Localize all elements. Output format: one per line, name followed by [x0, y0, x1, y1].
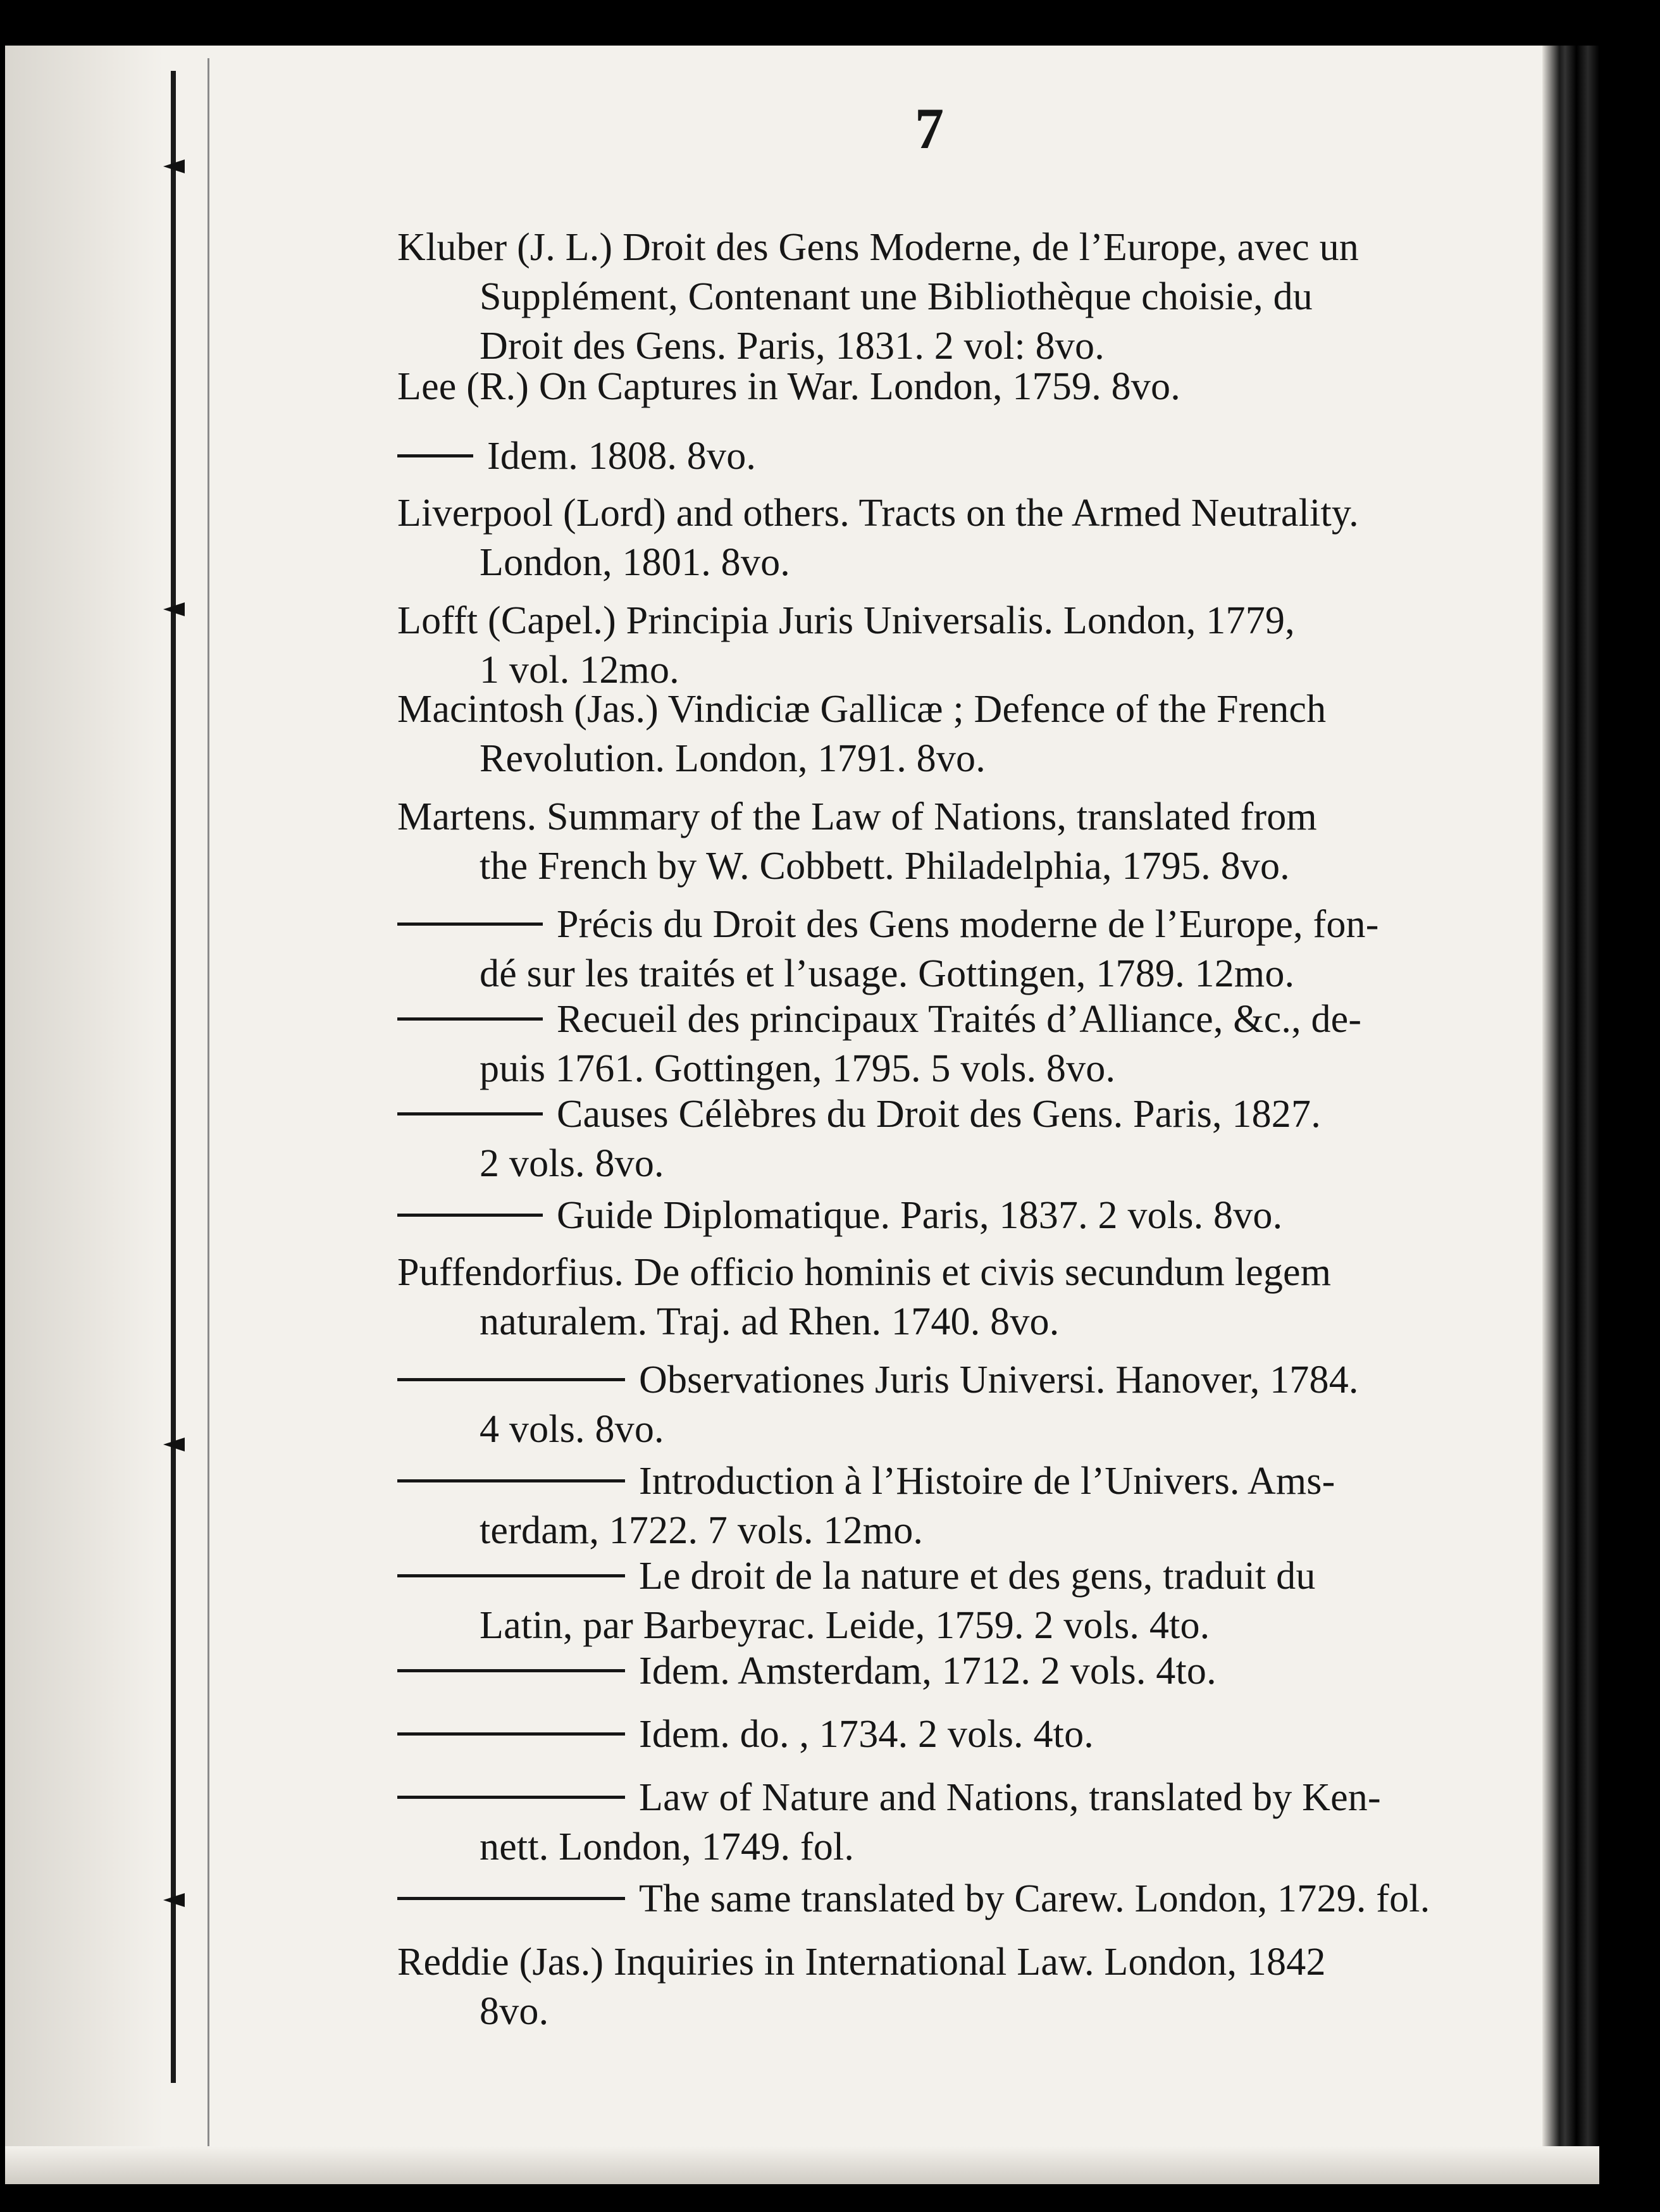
entry-first-line	[397, 1457, 1435, 1506]
ditto-dash	[397, 1796, 625, 1799]
entry-first-line	[397, 685, 1435, 734]
entry-continuation-line	[397, 1822, 1435, 1872]
entry-text: Law of Nature and Nations, translated by Ken-	[639, 1776, 1381, 1819]
entry-first-line	[397, 1646, 1435, 1696]
ditto-dash	[397, 1574, 625, 1577]
entry-continuation-line	[397, 1044, 1435, 1093]
entry-first-line	[397, 792, 1435, 842]
entry-text: Idem. do. , 1734. 2 vols. 4to.	[639, 1713, 1094, 1756]
entry-text: 2 vols. 8vo.	[480, 1142, 664, 1185]
entry-text: terdam, 1722. 7 vols. 12mo.	[480, 1509, 924, 1552]
entry-text: puis 1761. Gottingen, 1795. 5 vols. 8vo.	[480, 1047, 1116, 1090]
entry-text: Puffendorfius. De officio hominis et civis secundum legem	[397, 1251, 1332, 1294]
entry-continuation-line	[397, 1139, 1435, 1188]
entry-continuation-line	[397, 1987, 1435, 2036]
entry-first-line	[397, 900, 1435, 949]
page-content	[5, 46, 1599, 2184]
bibliography-entry	[397, 432, 1435, 481]
entry-text: Introduction à l’Histoire de l’Univers. Ams-	[639, 1460, 1335, 1503]
bibliography-entry	[397, 596, 1435, 695]
ditto-dash	[397, 1479, 625, 1482]
entry-text: The same translated by Carew. London, 1729. fol.	[639, 1877, 1430, 1920]
entry-first-line	[397, 1551, 1435, 1601]
entry-first-line	[397, 432, 1435, 481]
entry-continuation-line	[397, 949, 1435, 998]
entry-first-line	[397, 1090, 1435, 1139]
bibliography-entry	[397, 1710, 1435, 1759]
entry-text: Précis du Droit des Gens moderne de l’Europe, fon-	[557, 903, 1379, 946]
entry-text: Liverpool (Lord) and others. Tracts on the Armed Neutrality.	[397, 492, 1359, 535]
entry-text: Le droit de la nature et des gens, traduit du	[639, 1555, 1316, 1598]
bibliography-entry	[397, 488, 1435, 587]
entry-continuation-line	[397, 1405, 1435, 1454]
entry-text: London, 1801. 8vo.	[480, 541, 790, 584]
entry-first-line	[397, 596, 1435, 645]
entry-continuation-line	[397, 1601, 1435, 1650]
entry-continuation-line	[397, 1506, 1435, 1555]
entry-continuation-line	[397, 538, 1435, 587]
entry-text: Idem. Amsterdam, 1712. 2 vols. 4to.	[639, 1650, 1217, 1693]
bibliography-entry	[397, 995, 1435, 1093]
entry-continuation-line	[397, 734, 1435, 783]
entry-text: Latin, par Barbeyrac. Leide, 1759. 2 vols. 4to.	[480, 1604, 1210, 1647]
entry-first-line	[397, 1874, 1435, 1923]
entry-first-line	[397, 1248, 1435, 1297]
bibliography-entry	[397, 1874, 1435, 1923]
entry-text: Kluber (J. L.) Droit des Gens Moderne, de l’Europe, avec un	[397, 226, 1359, 269]
bibliography-entry	[397, 1773, 1435, 1872]
ditto-dash	[397, 923, 543, 926]
bibliography-entry	[397, 1937, 1435, 2036]
bibliography-entry	[397, 792, 1435, 891]
ditto-dash	[397, 454, 473, 457]
bibliography-entry	[397, 1457, 1435, 1555]
bibliography-entry	[397, 1355, 1435, 1454]
entry-text: 4 vols. 8vo.	[480, 1408, 664, 1451]
entry-text: dé sur les traités et l’usage. Gottingen, 1789. 12mo.	[480, 952, 1295, 995]
book-page	[5, 46, 1599, 2184]
entry-text: Revolution. London, 1791. 8vo.	[480, 737, 986, 780]
bibliography-entry	[397, 362, 1435, 411]
entry-first-line	[397, 995, 1435, 1044]
entry-text: Guide Diplomatique. Paris, 1837. 2 vols. 8vo.	[557, 1194, 1283, 1237]
entry-text: Martens. Summary of the Law of Nations, translated from	[397, 795, 1317, 838]
entry-text: 1 vol. 12mo.	[480, 649, 679, 692]
entry-text: Idem. 1808. 8vo.	[487, 435, 757, 478]
ditto-dash	[397, 1378, 625, 1381]
entry-first-line	[397, 362, 1435, 411]
bibliography-entry	[397, 1551, 1435, 1650]
entry-continuation-line	[397, 272, 1435, 321]
bibliography-entry	[397, 1646, 1435, 1696]
bibliography-entry	[397, 1090, 1435, 1188]
bibliography-entry	[397, 1248, 1435, 1346]
ditto-dash	[397, 1214, 543, 1217]
page-number: 7	[915, 96, 944, 161]
entry-text: Causes Célèbres du Droit des Gens. Paris, 1827.	[557, 1093, 1321, 1136]
entry-text: Droit des Gens. Paris, 1831. 2 vol: 8vo.	[480, 325, 1105, 368]
entry-text: Lofft (Capel.) Principia Juris Universalis. London, 1779,	[397, 599, 1295, 642]
ditto-dash	[397, 1669, 625, 1672]
ditto-dash	[397, 1732, 625, 1736]
entry-text: Macintosh (Jas.) Vindiciæ Gallicæ ; Defence of the French	[397, 688, 1327, 731]
bibliography-entry	[397, 900, 1435, 998]
bibliography-entry	[397, 685, 1435, 783]
entry-first-line	[397, 488, 1435, 538]
entry-first-line	[397, 1191, 1435, 1240]
entry-text: the French by W. Cobbett. Philadelphia, 1795. 8vo.	[480, 845, 1290, 888]
entry-text: Observationes Juris Universi. Hanover, 1784.	[639, 1358, 1359, 1401]
entry-text: Recueil des principaux Traités d’Alliance, &c., de-	[557, 998, 1362, 1041]
entry-text: naturalem. Traj. ad Rhen. 1740. 8vo.	[480, 1300, 1060, 1343]
entry-first-line	[397, 1355, 1435, 1405]
ditto-dash	[397, 1017, 543, 1021]
entry-text: Supplément, Contenant une Bibliothèque choisie, du	[480, 275, 1313, 318]
entry-first-line	[397, 1710, 1435, 1759]
bibliography-entry	[397, 1191, 1435, 1240]
entry-first-line	[397, 1773, 1435, 1822]
entry-text: Lee (R.) On Captures in War. London, 1759. 8vo.	[397, 365, 1180, 408]
entry-first-line	[397, 223, 1435, 272]
entry-first-line	[397, 1937, 1435, 1987]
ditto-dash	[397, 1897, 625, 1900]
bibliography-entry	[397, 223, 1435, 371]
entry-text: Reddie (Jas.) Inquiries in International Law. London, 1842	[397, 1941, 1326, 1984]
ditto-dash	[397, 1112, 543, 1115]
entry-text: 8vo.	[480, 1990, 549, 2033]
entry-text: nett. London, 1749. fol.	[480, 1825, 855, 1868]
entry-continuation-line	[397, 1297, 1435, 1346]
entry-continuation-line	[397, 842, 1435, 891]
